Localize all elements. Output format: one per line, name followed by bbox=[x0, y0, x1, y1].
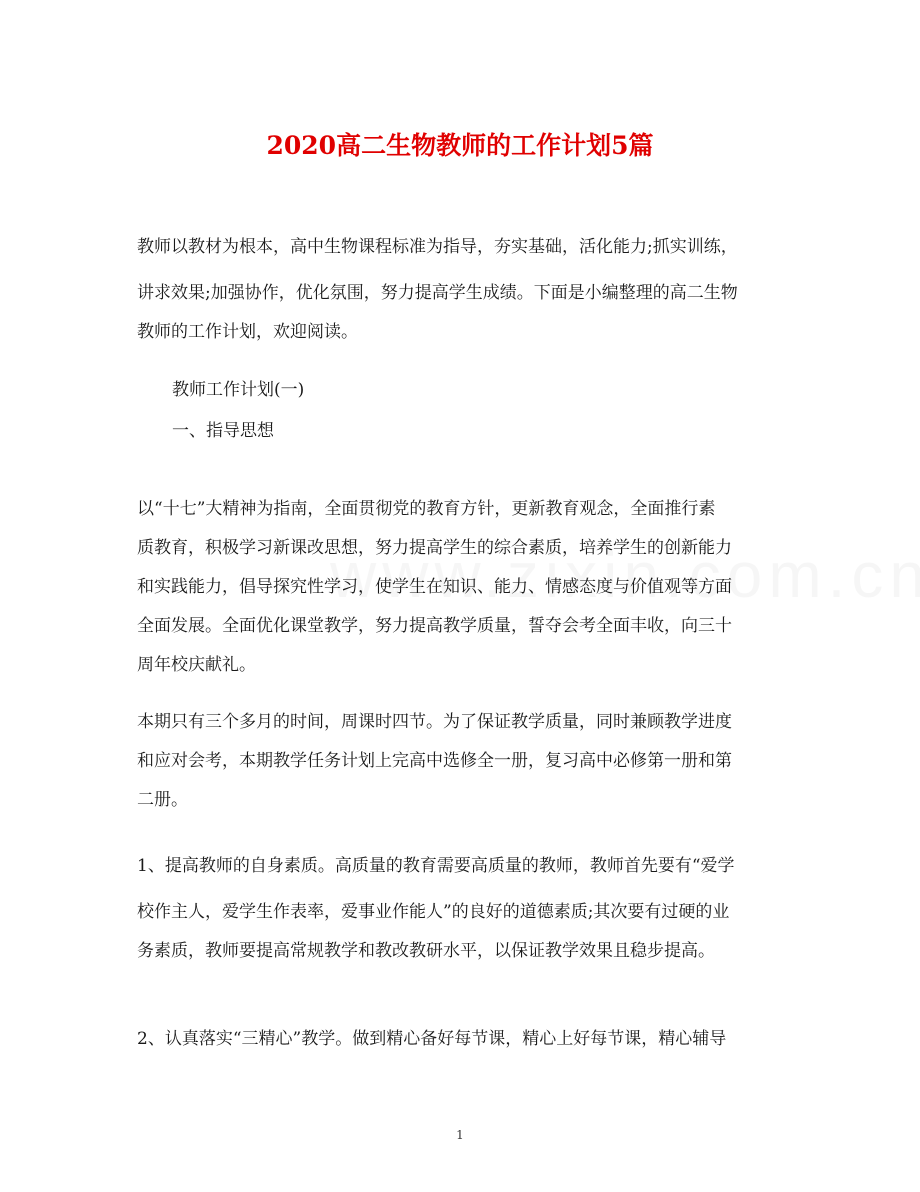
document-title: 2020高二生物教师的工作计划5篇 bbox=[266, 131, 654, 160]
text-line: 教师的工作计划，欢迎阅读。 bbox=[137, 322, 358, 342]
text-line: 周年校庆献礼。 bbox=[137, 655, 256, 675]
text-line: 2、认真落实“三精心”教学。做到精心备好每节课，精心上好每节课，精心辅导 bbox=[137, 1029, 727, 1049]
guiding-paragraph bbox=[137, 490, 783, 685]
text-line: 务素质，教师要提高常规教学和教改教研水平，以保证教学效果且稳步提高。 bbox=[137, 941, 715, 961]
text-line: 1、提高教师的自身素质。高质量的教育需要高质量的教师，教师首先要有“爱学 bbox=[137, 856, 735, 876]
intro-paragraph bbox=[137, 228, 783, 352]
text-line: 二册。 bbox=[137, 790, 188, 810]
sub-heading: 一、指导思想 bbox=[172, 421, 274, 441]
text-line: 本期只有三个多月的时间，周课时四节。为了保证教学质量，同时兼顾教学进度 bbox=[137, 712, 732, 732]
schedule-paragraph bbox=[137, 703, 783, 820]
text-line: 全面发展。全面优化课堂教学，努力提高教学质量，誓夺会考全面丰收，向三十 bbox=[137, 616, 732, 636]
item-2-paragraph bbox=[137, 1020, 783, 1059]
text-line: 以“十七”大精神为指南，全面贯彻党的教育方针，更新教育观念，全面推行素 bbox=[137, 499, 716, 519]
text-line: 和实践能力，倡导探究性学习，使学生在知识、能力、情感态度与价值观等方面 bbox=[137, 577, 732, 597]
page-number: 1 bbox=[456, 1128, 464, 1142]
item-1-paragraph bbox=[137, 847, 783, 971]
text-line: 和应对会考，本期教学任务计划上完高中选修全一册，复习高中必修第一册和第 bbox=[137, 751, 732, 771]
text-line: 教师以教材为根本，高中生物课程标准为指导，夯实基础，活化能力;抓实训练， bbox=[137, 237, 738, 257]
section-heading: 教师工作计划(一) bbox=[172, 380, 305, 400]
text-line: 校作主人，爱学生作表率，爱事业作能人”的良好的道德素质;其次要有过硬的业 bbox=[137, 902, 730, 922]
text-line: 讲求效果;加强协作，优化氛围，努力提高学生成绩。下面是小编整理的高二生物 bbox=[137, 283, 738, 303]
text-line: 质教育，积极学习新课改思想，努力提高学生的综合素质，培养学生的创新能力 bbox=[137, 538, 732, 558]
